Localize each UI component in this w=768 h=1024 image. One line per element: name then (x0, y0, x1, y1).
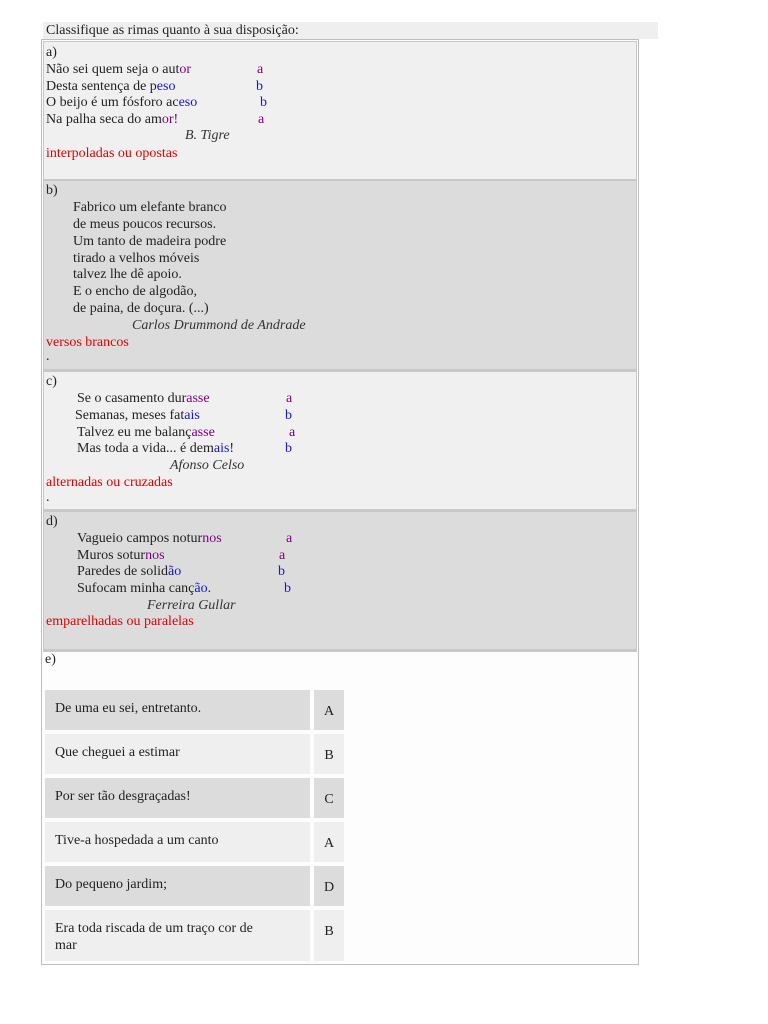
section-c (43, 370, 637, 510)
stray-dot: . (46, 490, 50, 505)
verse-line: Vagueio campos noturnos (77, 531, 222, 546)
rhyme-mark: a (286, 391, 293, 406)
verse-line: Desta sentença de peso (46, 79, 176, 94)
answer-text: emparelhadas ou paralelas (46, 614, 194, 629)
verse-cell: Que cheguei a estimar (45, 734, 310, 774)
section-b (43, 179, 637, 370)
verse-line: Não sei quem seja o autor (46, 62, 192, 77)
section-label: d) (46, 514, 58, 529)
rhyme-letter-cell: B (314, 734, 344, 774)
verse-line: Talvez eu me balançasse (77, 425, 215, 440)
section-label: c) (46, 374, 57, 389)
poem-author: Ferreira Gullar (147, 598, 236, 613)
verse-cell: Do pequeno jardim; (45, 866, 310, 906)
poem-author: Carlos Drummond de Andrade (132, 318, 306, 333)
rhyme-mark: b (285, 408, 292, 423)
rhyme-letter-cell: A (314, 822, 344, 862)
verse-line: Muros soturnos (77, 548, 165, 563)
page-title: Classifique as rimas quanto à sua disposição: (43, 22, 658, 39)
verse-line: Fabrico um elefante branco (73, 200, 227, 215)
rhyme-letter-cell: C (314, 778, 344, 818)
rhyme-mark: b (278, 564, 285, 579)
verse-cell: De uma eu sei, entretanto. (45, 690, 310, 730)
section-label: e) (45, 652, 56, 667)
verse-line: O beijo é um fósforo aceso (46, 95, 198, 110)
verse-cell: Por ser tão desgraçadas! (45, 778, 310, 818)
rhyme-mark: b (285, 441, 292, 456)
verse-line: tirado a velhos móveis (73, 251, 200, 266)
section-label: b) (46, 183, 58, 198)
poem-author: Afonso Celso (170, 458, 245, 473)
rhyme-mark: b (260, 95, 267, 110)
rhyme-mark: a (289, 425, 296, 440)
verse-line: de meus poucos recursos. (73, 217, 217, 232)
rhyme-mark: a (257, 62, 264, 77)
section-d (43, 510, 637, 650)
answer-text: alternadas ou cruzadas (46, 475, 173, 490)
exercise-container (41, 39, 639, 965)
section-divider (43, 650, 637, 652)
verse-cell: Tive-a hospedada a um canto (45, 822, 310, 862)
verse-line: Semanas, meses fatais (75, 408, 200, 423)
verse-line: Se o casamento durasse (77, 391, 210, 406)
rhyme-mark: b (284, 581, 291, 596)
rhyme-letter-cell: D (314, 866, 344, 906)
verse-line: E o encho de algodão, (73, 284, 198, 299)
section-label: a) (46, 45, 57, 60)
rhyme-mark: a (279, 548, 286, 563)
rhyme-mark: b (256, 79, 263, 94)
rhyme-mark: a (286, 531, 293, 546)
rhyme-letter-cell: B (314, 910, 344, 961)
rhyme-letter-cell: A (314, 690, 344, 730)
section-a (43, 41, 637, 180)
answer-text: versos brancos (46, 335, 129, 350)
answer-text: interpoladas ou opostas (46, 146, 178, 161)
verse-line: Um tanto de madeira podre (73, 234, 227, 249)
verse-line: Mas toda a vida... é demais! (77, 441, 235, 456)
rhyme-mark: a (258, 112, 265, 127)
verse-line: Sufocam minha canção. (77, 581, 212, 596)
verse-line: Paredes de solidão (77, 564, 182, 579)
poem-author: B. Tigre (185, 128, 230, 143)
verse-cell: Era toda riscada de um traço cor de mar (45, 910, 310, 961)
verse-line: Na palha seca do amor! (46, 112, 179, 127)
stray-dot: . (46, 349, 50, 364)
verse-line: talvez lhe dê apoio. (73, 267, 182, 282)
verse-line: de paina, de doçura. (...) (73, 301, 209, 316)
